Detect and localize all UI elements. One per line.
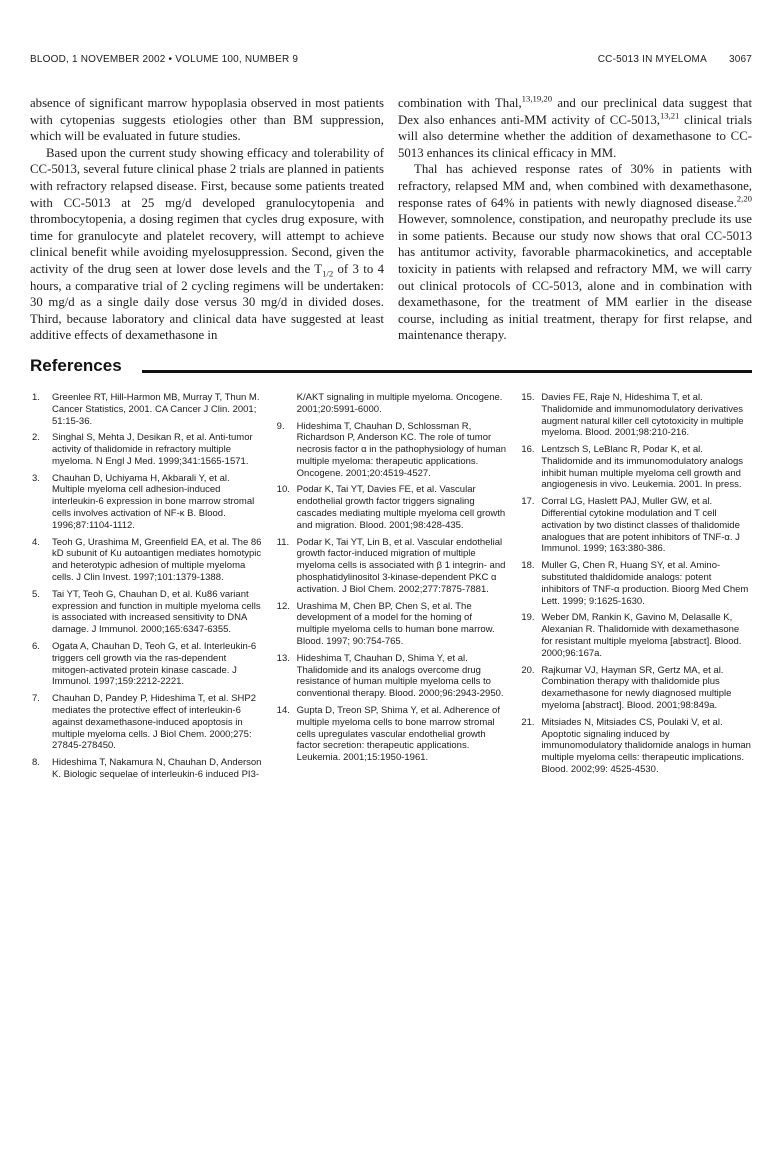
reference-text: Weber DM, Rankin K, Gavino M, Delasalle K, Alexanian R. Thalidomide with dexamethasone for resistant multiple myeloma [abstract]. Blood. 2000;96:167a. — [541, 612, 742, 659]
reference-number: 21. — [521, 716, 535, 728]
reference-number: 4. — [32, 536, 40, 548]
reference-item — [275, 484, 508, 531]
article-body — [30, 95, 752, 344]
running-header — [30, 54, 752, 65]
reference-number: 5. — [32, 588, 40, 600]
reference-text: Podar K, Tai YT, Davies FE, et al. Vascular endothelial growth factor triggers signaling cascades mediating multiple myeloma cell growth and migration. Blood. 2001;98:428-435. — [296, 484, 506, 531]
journal-issue-line: BLOOD, 1 NOVEMBER 2002 • VOLUME 100, NUMBER 9 — [30, 54, 299, 65]
references-list — [30, 392, 752, 786]
body-column-left — [30, 95, 384, 344]
reference-number: 8. — [32, 757, 40, 769]
reference-number: 18. — [521, 560, 535, 572]
reference-number: 13. — [276, 652, 290, 664]
reference-item — [30, 641, 263, 688]
reference-text: Chauhan D, Uchiyama H, Akbarali Y, et al. Multiple myeloma cell adhesion-induced interleukin-6 expression in bone marrow stromal cells involves activation of NF-κ B. Blood. 1996;87:1104-1112. — [52, 472, 255, 531]
reference-text: Muller G, Chen R, Huang SY, et al. Amino-substituted thaldidomide analogs: potent inhibitors of TNF-α production. Bioorg Med Chem Lett. 1999; 9:1625-1630. — [541, 560, 749, 607]
reference-text: Gupta D, Treon SP, Shima Y, et al. Adherence of multiple myeloma cells to bone marrow stromal cells upregulates vascular endothelial growth factor secretion: therapeutic applications. Leukemia. 2001;15:1950-1961. — [296, 705, 500, 764]
reference-item — [519, 392, 752, 439]
reference-number: 17. — [521, 496, 535, 508]
paragraph: Based upon the current study showing efficacy and tolerability of CC-5013, several future clinical phase 2 trials are planned in patients with refractory relapsed disease. First, because some patients treated with CC-5013 at 25 mg/d developed granulocytopenia and thrombocytopenia, a dosing regimen that cycles drug exposure, with time for granulocyte and platelet recovery, will attempt to achieve clinical benefit while avoiding myelosuppression. Second, given the activity of the drug seen at lower dose levels and the $T_{1/2}$ of 3 to 4 hours, a comparative trial of 2 cycling regimens will be undertaken: 30 mg/d as a single daily dose versus 30 mg/d in divided doses. Third, because laboratory and clinical data have suggested at least additive effects of dexamethasone in — [30, 145, 384, 343]
reference-text: Urashima M, Chen BP, Chen S, et al. The development of a model for the homing of multiple myeloma cells to human bone marrow. Blood. 1997; 90:754-765. — [296, 600, 495, 648]
reference-number: 2. — [32, 432, 40, 444]
reference-item — [30, 473, 263, 532]
references-section — [30, 356, 752, 786]
reference-text: Hideshima T, Chauhan D, Schlossman R, Richardson P, Anderson KC. The role of tumor necrosis factor α in the pathophysiology of human multiple myeloma: therapeutic applications. Oncogene. 2001;20:4519-4527. — [296, 420, 506, 479]
reference-text: Tai YT, Teoh G, Chauhan D, et al. Ku86 variant expression and function in multiple myeloma cells is associated with increased sensitivity to DNA damage. J Immunol. 2000;165:6347-6355. — [52, 588, 261, 636]
reference-text: Teoh G, Urashima M, Greenfield EA, et al. The 86 kD subunit of Ku autoantigen mediates homotypic and heterotypic adhesion of multiple myeloma cells. J Clin Invest. 1997;101:1379-1388. — [52, 536, 262, 584]
reference-item — [519, 444, 752, 491]
reference-text: Ogata A, Chauhan D, Teoh G, et al. Interleukin-6 triggers cell growth via the ras-dependent mitogen-activated protein kinase cascade. J Immunol. 1997;159:2212-2221. — [52, 641, 257, 688]
running-title: CC-5013 IN MYELOMA — [597, 54, 707, 65]
page-number: 3067 — [728, 54, 752, 65]
reference-number: 19. — [521, 612, 535, 624]
reference-item — [30, 537, 263, 584]
references-heading: References — [30, 355, 122, 375]
reference-item — [519, 717, 752, 776]
reference-text: Podar K, Tai YT, Lin B, et al. Vascular endothelial growth factor-induced migration of multiple myeloma cells is associated with β 1 integrin- and phosphatidylinositol 3-kinase-dependent PKC α activation. J Biol Chem. 2002;277:7875-7881. — [296, 536, 506, 595]
reference-item — [519, 560, 752, 607]
running-header-right — [598, 54, 752, 65]
reference-number: 3. — [32, 472, 40, 484]
reference-text: Singhal S, Mehta J, Desikan R, et al. Anti-tumor activity of thalidomide in refractory multiple myeloma. N Engl J Med. 1999;341:1565-1571. — [52, 432, 253, 467]
reference-item — [275, 537, 508, 596]
reference-number: 15. — [521, 391, 535, 403]
reference-item — [30, 432, 263, 467]
reference-item — [275, 653, 508, 700]
reference-text: Hideshima T, Chauhan D, Shima Y, et al. Thalidomide and its analogs overcome drug resistance of human multiple myeloma cells to conventional therapy. Blood. 2000;96:2943-2950. — [296, 652, 504, 700]
reference-text: Mitsiades N, Mitsiades CS, Poulaki V, et al. Apoptotic signaling induced by immunomodulatory thalidomide analogs in human multiple myeloma cells: therapeutic implications. Blood. 2002;99: 4525-4530. — [541, 716, 751, 776]
paragraph: absence of significant marrow hypoplasia observed in most patients with cytopenias suggests etiologies other than BM suppression, which will be evaluated in future studies. — [30, 96, 384, 144]
reference-text: Lentzsch S, LeBlanc R, Podar K, et al. Thalidomide and its immunomodulatory analogs inhibit human multiple myeloma cell growth and angiogenesis in vivo. Leukemia. 2001. In press. — [541, 444, 744, 491]
references-header-row — [30, 356, 752, 376]
reference-text: Rajkumar VJ, Hayman SR, Gertz MA, et al. Combination therapy with thalidomide plus dexamethasone for newly diagnosed multiple myeloma [abstract]. Blood. 2001;98:849a. — [541, 664, 732, 712]
reference-item — [519, 496, 752, 555]
reference-number: 7. — [32, 693, 40, 705]
reference-item — [275, 601, 508, 648]
reference-item — [30, 589, 263, 636]
reference-number: 9. — [276, 420, 285, 432]
reference-item — [519, 665, 752, 712]
reference-text: Corral LG, Haslett PAJ, Muller GW, et al. Differential cytokine modulation and T cell activation by two distinct classes of thalidomide analogues that are potent inhibitors of TNF-α. J Immunol. 1999; 163:380-386. — [541, 496, 740, 555]
reference-number: 20. — [521, 664, 535, 676]
reference-number: 6. — [32, 641, 40, 653]
reference-text: Hideshima T, Nakamura N, Chauhan D, Anderson K. Biologic sequelae of interleukin-6 induced PI3-K/AKT signaling in multiple myeloma. Oncogene. 2001;20:5991-6000. — [52, 391, 503, 781]
reference-number: 12. — [276, 600, 290, 612]
reference-number: 16. — [521, 444, 535, 456]
reference-item — [30, 693, 263, 752]
paragraph: Thal has achieved response rates of 30% in patients with refractory, relapsed MM and, when combined with dexamethasone, response rates of 64% in patients with newly diagnosed disease.$^{2,20}$ However, somnolence, constipation, and neuropathy preclude its use in some patients. Because our study now shows that oral CC-5013 has antitumor activity, favorable pharmacokinetics, and acceptable toxicity in patients with relapsed and refractory MM, we will carry out clinical protocols of CC-5013, alone and in combination with dexamethasone, for the treatment of MM earlier in the disease course, including as initial treatment, therapy for first relapse, and maintenance therapy. — [398, 162, 752, 343]
reference-number: 10. — [276, 484, 290, 496]
reference-number: 11. — [276, 536, 290, 548]
reference-item — [275, 421, 508, 480]
reference-item — [30, 392, 263, 427]
paragraph: combination with Thal,$^{13,19,20}$ and our preclinical data suggest that Dex also enhances anti-MM activity of CC-5013,$^{13,21}$ clinical trials will also determine whether the addition of dexamethasone to CC-5013 enhances its clinical efficacy in MM. — [398, 93, 753, 160]
reference-item — [275, 705, 508, 764]
references-rule — [142, 370, 752, 373]
reference-text: Davies FE, Raje N, Hideshima T, et al. Thalidomide and immunomodulatory derivatives augment natural killer cell cytotoxicity in multiple myeloma. Blood. 2001;98:210-216. — [541, 391, 744, 439]
reference-text: Greenlee RT, Hill-Harmon MB, Murray T, Thun M. Cancer Statistics, 2001. CA Cancer J Clin. 2001; 51:15-36. — [52, 391, 260, 427]
reference-item — [519, 612, 752, 659]
reference-number: 1. — [32, 391, 40, 403]
body-column-right — [398, 95, 752, 344]
reference-text: Chauhan D, Pandey P, Hideshima T, et al. SHP2 mediates the protective effect of interleukin-6 against dexamethasone-induced apoptosis in multiple myeloma cells. J Biol Chem. 2000;275: 27845-278450. — [52, 693, 257, 752]
reference-number: 14. — [276, 705, 290, 717]
